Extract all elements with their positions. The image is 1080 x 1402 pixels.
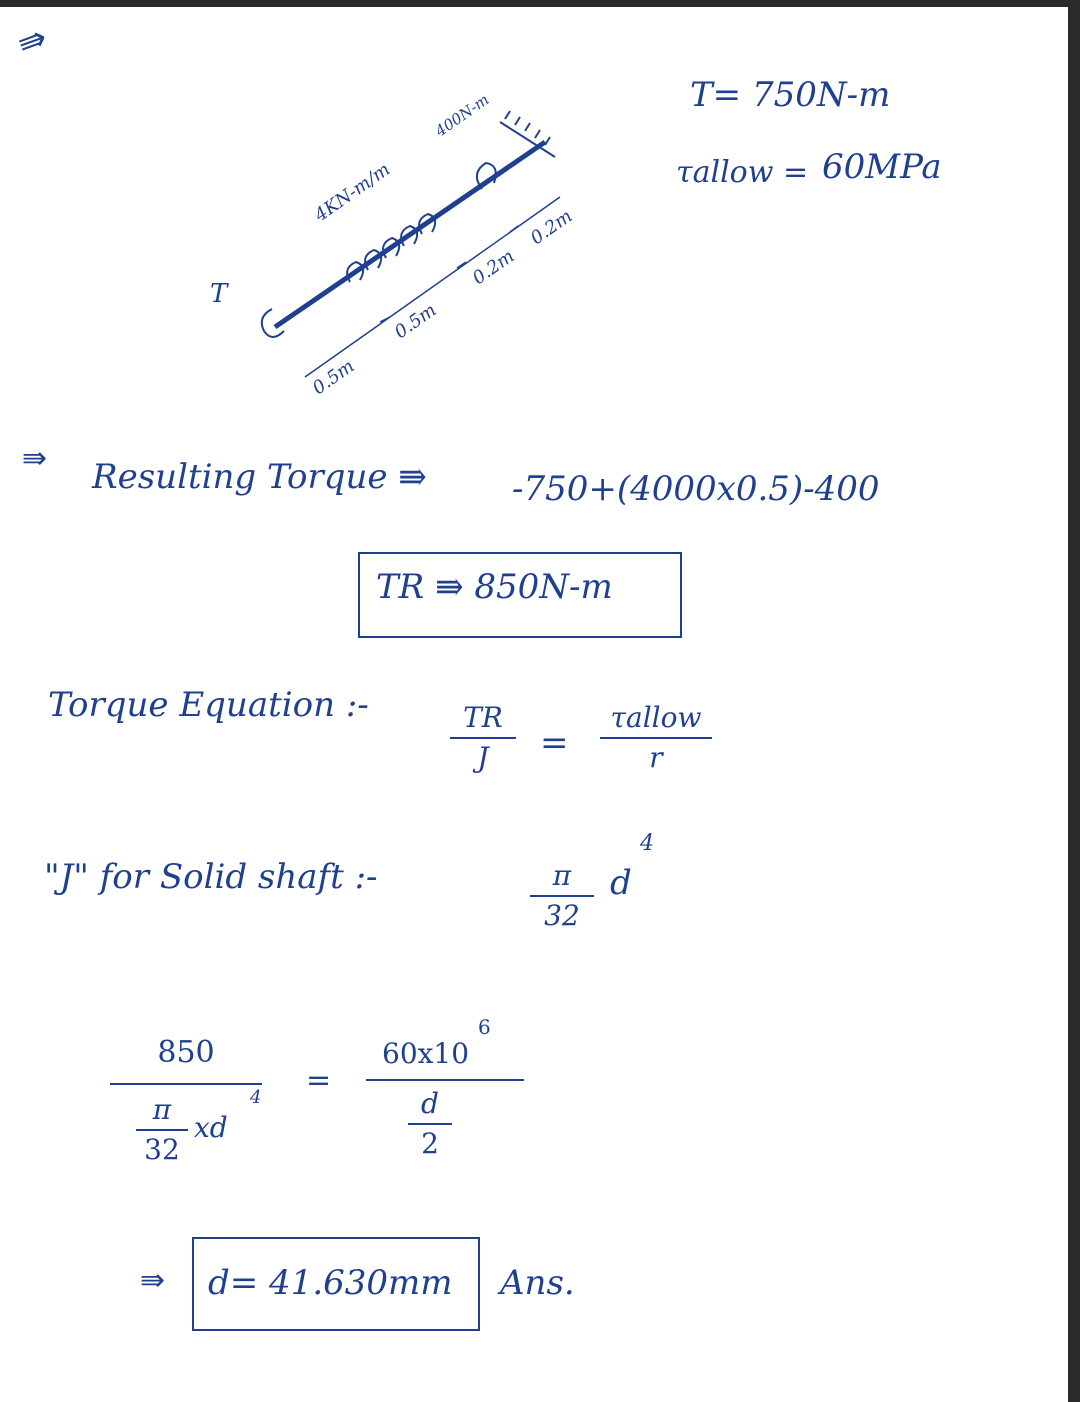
substitution-equals: = [306,1063,332,1098]
torque-equation-label: Torque Equation :- [48,685,369,725]
polar-moment-den: 32 [544,899,580,932]
shaft-diagram [200,77,620,407]
polar-moment-exp: 4 [640,831,654,856]
answer-arrow: ⇛ [140,1263,166,1298]
diagram-load-label: 4KN-m/m [310,159,395,227]
diagram-point-torque-label: 400N-m [431,90,493,141]
torque-equation-rhs-den: r [649,741,663,774]
resulting-result: TR ⇛ 850N-m [376,567,613,607]
substitution-lhs-den-tail: xd [194,1111,228,1144]
fraction-bar [450,737,516,739]
shaft-line [275,142,545,327]
corner-mark: ⇛ [12,17,53,65]
torque-equation-lhs [450,701,516,775]
given-torque: T= 750N-m [690,75,891,115]
substitution-pi-num: π [152,1093,172,1126]
substitution-rhs-num-exp: 6 [478,1015,491,1039]
resulting-arrow: ⇛ [22,441,48,476]
torque-equation-lhs-den: J [477,741,489,774]
segment-label-3: 0.2m [468,245,519,290]
substitution-rhs-den-num: d [421,1087,439,1120]
substitution-pi-fraction [136,1093,188,1167]
fraction-bar [136,1129,188,1131]
segment-label-2: 0.5m [390,299,441,344]
torque-equation-rhs [600,701,712,775]
resulting-label: Resulting Torque ⇛ [92,457,427,497]
polar-moment-num: π [552,859,572,892]
segment-label-4: 0.2m [526,205,577,250]
substitution-lhs-num: 850 [157,1035,215,1070]
resulting-expression: -750+(4000x0.5)-400 [512,469,880,509]
answer-suffix: Ans. [500,1263,575,1303]
substitution-rhs-den [408,1087,452,1161]
fraction-bar [600,737,712,739]
fixed-support-hatch [500,111,555,157]
given-tau-value: 60MPa [822,147,942,187]
answer-value: d= 41.630mm [208,1263,453,1303]
polar-moment-var: d [610,863,632,903]
polar-moment-fraction [530,859,594,933]
dimension-line [305,197,560,377]
substitution-lhs-bar [110,1083,262,1085]
fraction-bar [408,1123,452,1125]
worksheet-page [0,7,1068,1402]
substitution-rhs-bar [366,1079,524,1081]
substitution-rhs-num: 60x10 [382,1037,470,1070]
torque-equation-lhs-num: TR [463,701,503,734]
fraction-bar [530,895,594,897]
substitution-lhs-den-exp: 4 [250,1087,262,1108]
torque-equation-equals: = [540,723,569,763]
substitution-rhs-den-den: 2 [421,1127,439,1160]
polar-moment-label: "J" for Solid shaft :- [44,857,378,897]
given-tau-label: τallow = [676,155,809,190]
diagram-torque-label: T [210,279,228,309]
substitution-pi-den: 32 [144,1133,180,1166]
segment-label-1: 0.5m [308,355,359,400]
torque-equation-rhs-num: τallow [610,701,702,734]
